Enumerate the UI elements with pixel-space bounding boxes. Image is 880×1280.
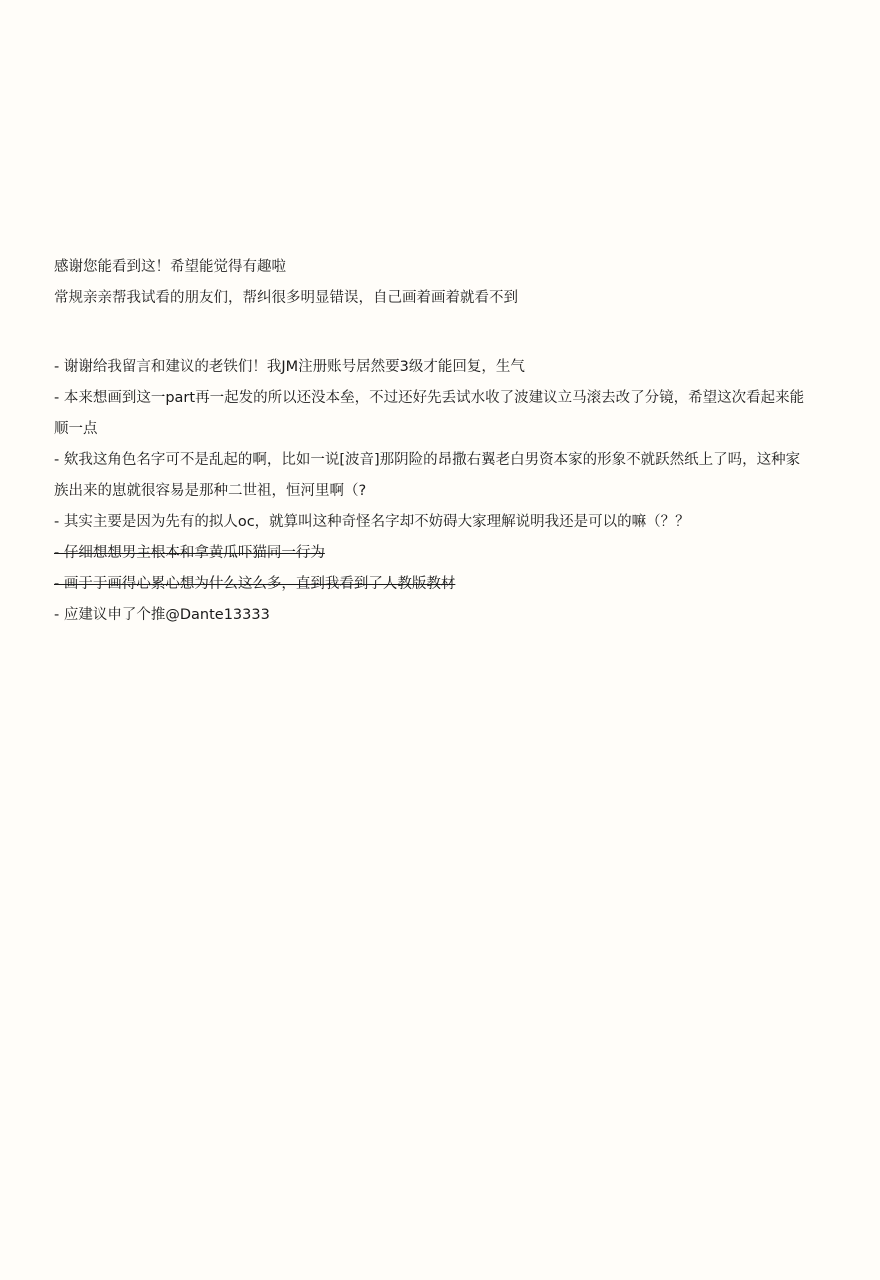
note-item-storyboard: [54, 383, 814, 445]
intro-line-proofreaders: 常规亲亲帮我试看的朋友们，帮纠很多明显错误，自己画着画着就看不到: [54, 290, 518, 306]
intro-line-thanks: 感谢您能看到这！希望能觉得有趣啦: [54, 259, 286, 275]
note-item-struck-cucumber: [54, 538, 814, 569]
struck-note-text: - 仔细想想男主根本和拿黄瓜吓猫同一行为: [54, 545, 325, 561]
note-item-character-names: [54, 445, 814, 507]
note-item-comments: [54, 352, 814, 383]
note-text: - 其实主要是因为先有的拟人oc，就算叫这种奇怪名字却不妨碍大家理解说明我还是可以的嘛（？？: [54, 514, 690, 530]
spacer: [54, 318, 814, 352]
author-notes: [54, 256, 814, 631]
struck-note-text: - 画于于画得心累心想为什么这么多，直到我看到了人教版教材: [54, 576, 456, 592]
note-item-oc: [54, 507, 814, 538]
note-text: - 谢谢给我留言和建议的老铁们！我JM注册账号居然要3级才能回复，生气: [54, 359, 525, 375]
note-text: - 本来想画到这一part再一起发的所以还没本垒，不过还好先丢试水收了波建议立马滚去改了分镜，希望这次看起来能顺一点: [54, 390, 805, 437]
note-item-struck-textbook: [54, 569, 814, 600]
note-text: - 欸我这角色名字可不是乱起的啊，比如一说[波音]那阴险的昂撒右翼老白男资本家的形象不就跃然纸上了吗，这种家族出来的崽就很容易是那种二世祖，恒河里啊（?: [54, 452, 801, 499]
note-text: - 应建议申了个推@Dante13333: [54, 607, 270, 623]
note-item-twitter: [54, 600, 814, 631]
